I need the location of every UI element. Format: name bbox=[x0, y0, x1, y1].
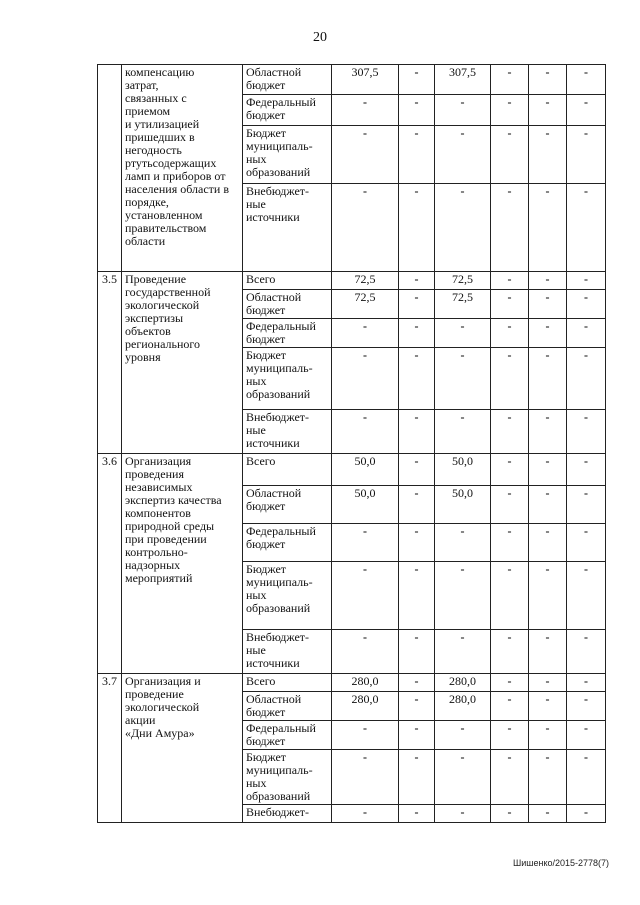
source-line: ные bbox=[246, 423, 266, 437]
source-line: источники bbox=[246, 436, 300, 450]
title-line: Организация и bbox=[125, 674, 201, 688]
value-cell-v6: - bbox=[567, 674, 606, 692]
value-cell-v4: - bbox=[491, 65, 529, 95]
value-cell-v5: - bbox=[529, 524, 567, 562]
funding-source bbox=[243, 486, 332, 524]
title-line: акции bbox=[125, 713, 156, 727]
funding-source bbox=[243, 454, 332, 486]
value-cell-v4: - bbox=[491, 721, 529, 750]
value-cell-v5: - bbox=[529, 486, 567, 524]
value-cell-v2: - bbox=[399, 721, 435, 750]
source-line: Федеральный bbox=[246, 319, 316, 333]
source-line: бюджет bbox=[246, 108, 286, 122]
funding-source bbox=[243, 721, 332, 750]
source-line: источники bbox=[246, 656, 300, 670]
value-cell-v4: - bbox=[491, 630, 529, 674]
value-cell-v1: - bbox=[332, 750, 399, 805]
value-cell-v6: - bbox=[567, 524, 606, 562]
title-line: пришедших в bbox=[125, 130, 195, 144]
page-number: 20 bbox=[313, 30, 327, 45]
table-row bbox=[98, 454, 606, 486]
table-row bbox=[98, 674, 606, 692]
funding-source bbox=[243, 410, 332, 454]
value-cell-v3: 72,5 bbox=[435, 272, 491, 290]
value-cell-v2: - bbox=[399, 524, 435, 562]
funding-source bbox=[243, 272, 332, 290]
title-line: населения области в bbox=[125, 182, 230, 196]
title-line: при проведении bbox=[125, 532, 207, 546]
value-cell-v2: - bbox=[399, 126, 435, 184]
value-cell-v5: - bbox=[529, 805, 567, 823]
funding-source bbox=[243, 65, 332, 95]
value-cell-v6: - bbox=[567, 184, 606, 272]
value-cell-v2: - bbox=[399, 184, 435, 272]
value-cell-v4: - bbox=[491, 272, 529, 290]
value-cell-v5: - bbox=[529, 674, 567, 692]
value-cell-v3: - bbox=[435, 319, 491, 348]
funding-source bbox=[243, 126, 332, 184]
source-line: ных bbox=[246, 374, 267, 388]
value-cell-v1: 280,0 bbox=[332, 674, 399, 692]
title-line: компонентов bbox=[125, 506, 191, 520]
funding-source bbox=[243, 674, 332, 692]
value-cell-v6: - bbox=[567, 272, 606, 290]
value-cell-v2: - bbox=[399, 454, 435, 486]
source-line: Бюджет bbox=[246, 562, 287, 576]
section-number: 3.5 bbox=[98, 272, 122, 454]
value-cell-v5: - bbox=[529, 126, 567, 184]
source-line: ные bbox=[246, 197, 266, 211]
value-cell-v1: - bbox=[332, 805, 399, 823]
source-line: образований bbox=[246, 789, 311, 803]
section-title bbox=[122, 454, 243, 674]
value-cell-v3: - bbox=[435, 750, 491, 805]
value-cell-v4: - bbox=[491, 674, 529, 692]
value-cell-v6: - bbox=[567, 410, 606, 454]
title-line: проведение bbox=[125, 687, 184, 701]
source-line: Бюджет bbox=[246, 126, 287, 140]
source-line: Областной bbox=[246, 65, 302, 79]
value-cell-v6: - bbox=[567, 95, 606, 126]
value-cell-v3: - bbox=[435, 721, 491, 750]
value-cell-v1: - bbox=[332, 184, 399, 272]
source-line: Федеральный bbox=[246, 95, 316, 109]
value-cell-v3: - bbox=[435, 805, 491, 823]
value-cell-v5: - bbox=[529, 750, 567, 805]
title-line: объектов bbox=[125, 324, 171, 338]
value-cell-v1: - bbox=[332, 126, 399, 184]
title-line: уровня bbox=[125, 350, 161, 364]
source-line: Федеральный bbox=[246, 721, 316, 735]
title-line: Проведение bbox=[125, 272, 187, 286]
value-cell-v6: - bbox=[567, 454, 606, 486]
value-cell-v3: 50,0 bbox=[435, 454, 491, 486]
source-line: Внебюджет- bbox=[246, 410, 310, 424]
value-cell-v4: - bbox=[491, 750, 529, 805]
value-cell-v4: - bbox=[491, 290, 529, 319]
value-cell-v4: - bbox=[491, 486, 529, 524]
value-cell-v6: - bbox=[567, 319, 606, 348]
title-line: регионального bbox=[125, 337, 201, 351]
value-cell-v6: - bbox=[567, 486, 606, 524]
funding-source bbox=[243, 630, 332, 674]
funding-source bbox=[243, 95, 332, 126]
value-cell-v2: - bbox=[399, 674, 435, 692]
value-cell-v2: - bbox=[399, 290, 435, 319]
source-line: Федеральный bbox=[246, 524, 316, 538]
source-line: муниципаль- bbox=[246, 361, 313, 375]
title-line: негодность bbox=[125, 143, 182, 157]
value-cell-v5: - bbox=[529, 562, 567, 630]
funding-source bbox=[243, 348, 332, 410]
source-line: Областной bbox=[246, 290, 302, 304]
source-line: бюджет bbox=[246, 303, 286, 317]
source-line: образований bbox=[246, 601, 311, 615]
source-line: бюджет bbox=[246, 78, 286, 92]
title-line: экологической bbox=[125, 298, 200, 312]
source-line: ные bbox=[246, 643, 266, 657]
source-line: ных bbox=[246, 588, 267, 602]
section-title bbox=[122, 272, 243, 454]
title-line: контрольно- bbox=[125, 545, 188, 559]
value-cell-v1: - bbox=[332, 410, 399, 454]
value-cell-v4: - bbox=[491, 562, 529, 630]
title-line: затрат, bbox=[125, 78, 159, 92]
value-cell-v4: - bbox=[491, 126, 529, 184]
value-cell-v5: - bbox=[529, 721, 567, 750]
value-cell-v6: - bbox=[567, 348, 606, 410]
value-cell-v1: - bbox=[332, 95, 399, 126]
value-cell-v3: 50,0 bbox=[435, 486, 491, 524]
source-line: бюджет bbox=[246, 537, 286, 551]
funding-source bbox=[243, 524, 332, 562]
funding-source bbox=[243, 692, 332, 721]
source-line: муниципаль- bbox=[246, 575, 313, 589]
source-line: Областной bbox=[246, 486, 302, 500]
source-line: бюджет bbox=[246, 705, 286, 719]
value-cell-v3: - bbox=[435, 562, 491, 630]
source-line: Всего bbox=[246, 454, 276, 468]
funding-source bbox=[243, 562, 332, 630]
title-line: экологической bbox=[125, 700, 200, 714]
title-line: компенсацию bbox=[125, 65, 195, 79]
value-cell-v2: - bbox=[399, 630, 435, 674]
value-cell-v6: - bbox=[567, 692, 606, 721]
value-cell-v3: - bbox=[435, 184, 491, 272]
table-row bbox=[98, 65, 606, 95]
source-line: муниципаль- bbox=[246, 763, 313, 777]
value-cell-v4: - bbox=[491, 524, 529, 562]
value-cell-v6: - bbox=[567, 562, 606, 630]
source-line: образований bbox=[246, 165, 311, 179]
value-cell-v1: - bbox=[332, 319, 399, 348]
value-cell-v3: - bbox=[435, 348, 491, 410]
value-cell-v3: 307,5 bbox=[435, 65, 491, 95]
value-cell-v4: - bbox=[491, 95, 529, 126]
source-line: источники bbox=[246, 210, 300, 224]
title-line: порядке, bbox=[125, 195, 169, 209]
value-cell-v3: - bbox=[435, 126, 491, 184]
table-body bbox=[98, 65, 606, 823]
value-cell-v6: - bbox=[567, 126, 606, 184]
value-cell-v2: - bbox=[399, 692, 435, 721]
source-line: Бюджет bbox=[246, 348, 287, 362]
source-line: Всего bbox=[246, 272, 276, 286]
source-line: бюджет bbox=[246, 734, 286, 748]
title-line: независимых bbox=[125, 480, 193, 494]
value-cell-v1: 72,5 bbox=[332, 272, 399, 290]
title-line: Организация bbox=[125, 454, 192, 468]
funding-source bbox=[243, 184, 332, 272]
section-title bbox=[122, 65, 243, 272]
title-line: правительством bbox=[125, 221, 207, 235]
value-cell-v5: - bbox=[529, 692, 567, 721]
value-cell-v4: - bbox=[491, 805, 529, 823]
section-number: 3.6 bbox=[98, 454, 122, 674]
value-cell-v1: - bbox=[332, 630, 399, 674]
value-cell-v3: - bbox=[435, 524, 491, 562]
value-cell-v3: 72,5 bbox=[435, 290, 491, 319]
title-line: проведения bbox=[125, 467, 184, 481]
value-cell-v4: - bbox=[491, 692, 529, 721]
value-cell-v1: 72,5 bbox=[332, 290, 399, 319]
value-cell-v3: - bbox=[435, 95, 491, 126]
title-line: приемом bbox=[125, 104, 171, 118]
title-line: мероприятий bbox=[125, 571, 193, 585]
title-line: и утилизацией bbox=[125, 117, 200, 131]
title-line: надзорных bbox=[125, 558, 181, 572]
section-number bbox=[98, 65, 122, 272]
title-line: области bbox=[125, 234, 166, 248]
value-cell-v3: - bbox=[435, 410, 491, 454]
value-cell-v6: - bbox=[567, 65, 606, 95]
budget-table bbox=[97, 64, 606, 823]
value-cell-v2: - bbox=[399, 562, 435, 630]
value-cell-v2: - bbox=[399, 95, 435, 126]
value-cell-v6: - bbox=[567, 630, 606, 674]
value-cell-v1: - bbox=[332, 562, 399, 630]
source-line: муниципаль- bbox=[246, 139, 313, 153]
value-cell-v2: - bbox=[399, 272, 435, 290]
value-cell-v6: - bbox=[567, 805, 606, 823]
value-cell-v5: - bbox=[529, 454, 567, 486]
value-cell-v3: - bbox=[435, 630, 491, 674]
funding-source bbox=[243, 319, 332, 348]
value-cell-v1: 50,0 bbox=[332, 486, 399, 524]
value-cell-v2: - bbox=[399, 348, 435, 410]
document-code: Шишенко/2015-2778(7) bbox=[513, 858, 610, 868]
value-cell-v2: - bbox=[399, 486, 435, 524]
section-title bbox=[122, 674, 243, 823]
value-cell-v2: - bbox=[399, 319, 435, 348]
value-cell-v4: - bbox=[491, 319, 529, 348]
source-line: Бюджет bbox=[246, 750, 287, 764]
source-line: бюджет bbox=[246, 332, 286, 346]
source-line: ных bbox=[246, 776, 267, 790]
value-cell-v2: - bbox=[399, 805, 435, 823]
value-cell-v4: - bbox=[491, 410, 529, 454]
value-cell-v5: - bbox=[529, 319, 567, 348]
source-line: Всего bbox=[246, 674, 276, 688]
value-cell-v4: - bbox=[491, 184, 529, 272]
source-line: ных bbox=[246, 152, 267, 166]
value-cell-v1: 280,0 bbox=[332, 692, 399, 721]
title-line: природной среды bbox=[125, 519, 215, 533]
value-cell-v2: - bbox=[399, 750, 435, 805]
source-line: Областной bbox=[246, 692, 302, 706]
title-line: ртутьсодержащих bbox=[125, 156, 217, 170]
value-cell-v5: - bbox=[529, 272, 567, 290]
value-cell-v2: - bbox=[399, 65, 435, 95]
value-cell-v1: - bbox=[332, 348, 399, 410]
value-cell-v2: - bbox=[399, 410, 435, 454]
source-line: Внебюджет- bbox=[246, 630, 310, 644]
table-row bbox=[98, 272, 606, 290]
value-cell-v3: 280,0 bbox=[435, 692, 491, 721]
value-cell-v5: - bbox=[529, 290, 567, 319]
value-cell-v1: 50,0 bbox=[332, 454, 399, 486]
source-line: Внебюджет- bbox=[246, 805, 310, 819]
value-cell-v5: - bbox=[529, 630, 567, 674]
value-cell-v5: - bbox=[529, 348, 567, 410]
value-cell-v4: - bbox=[491, 454, 529, 486]
value-cell-v5: - bbox=[529, 184, 567, 272]
value-cell-v1: - bbox=[332, 524, 399, 562]
value-cell-v6: - bbox=[567, 721, 606, 750]
title-line: экспертизы bbox=[125, 311, 184, 325]
funding-source bbox=[243, 805, 332, 823]
value-cell-v1: 307,5 bbox=[332, 65, 399, 95]
title-line: экспертиз качества bbox=[125, 493, 222, 507]
source-line: образований bbox=[246, 387, 311, 401]
value-cell-v5: - bbox=[529, 410, 567, 454]
value-cell-v1: - bbox=[332, 721, 399, 750]
source-line: Внебюджет- bbox=[246, 184, 310, 198]
funding-source bbox=[243, 290, 332, 319]
value-cell-v5: - bbox=[529, 65, 567, 95]
title-line: государственной bbox=[125, 285, 211, 299]
value-cell-v3: 280,0 bbox=[435, 674, 491, 692]
title-line: ламп и приборов от bbox=[125, 169, 226, 183]
title-line: установленном bbox=[125, 208, 203, 222]
title-line: «Дни Амура» bbox=[125, 726, 195, 740]
value-cell-v4: - bbox=[491, 348, 529, 410]
section-number: 3.7 bbox=[98, 674, 122, 823]
title-line: связанных с bbox=[125, 91, 187, 105]
funding-source bbox=[243, 750, 332, 805]
value-cell-v6: - bbox=[567, 290, 606, 319]
value-cell-v5: - bbox=[529, 95, 567, 126]
value-cell-v6: - bbox=[567, 750, 606, 805]
source-line: бюджет bbox=[246, 499, 286, 513]
